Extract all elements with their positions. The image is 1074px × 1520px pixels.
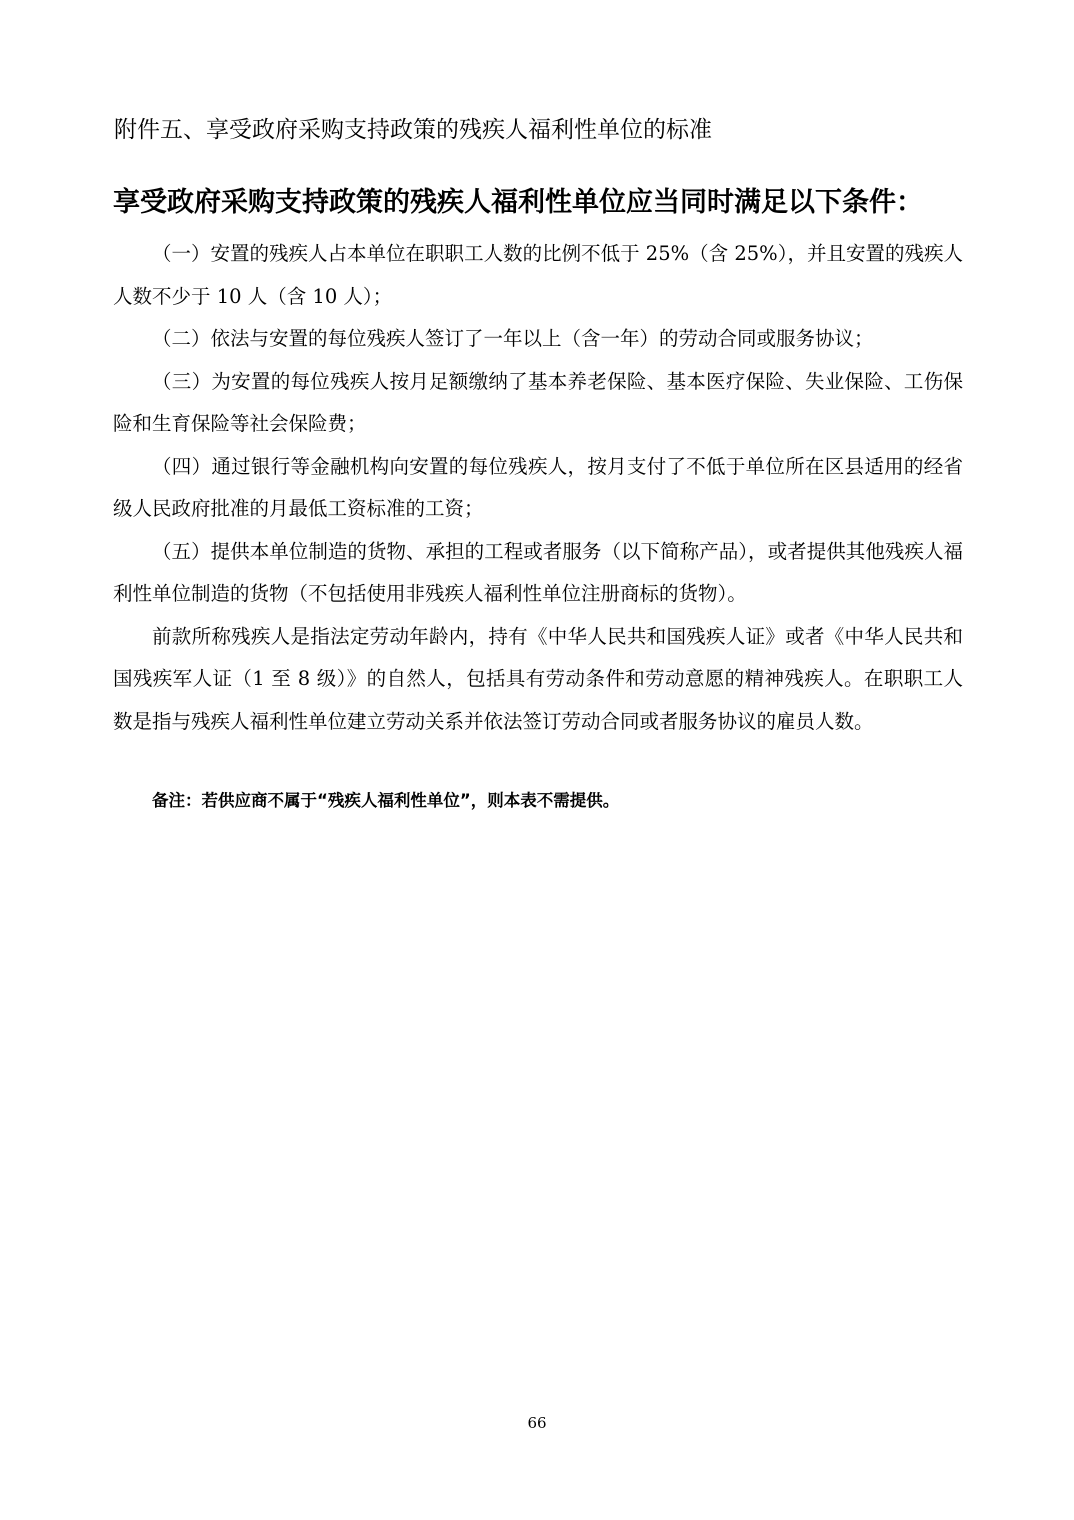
attachment-title: 附件五、享受政府采购支持政策的残疾人福利性单位的标准	[114, 117, 712, 143]
condition-paragraph-3: （三）为安置的每位残疾人按月足额缴纳了基本养老保险、基本医疗保险、失业保险、工伤保险和生育保险等社会保险费；	[113, 369, 963, 435]
condition-paragraph-4: （四）通过银行等金融机构向安置的每位残疾人，按月支付了不低于单位所在区县适用的经省级人民政府批准的月最低工资标准的工资；	[113, 454, 963, 520]
note-text: 备注：若供应商不属于“残疾人福利性单位”，则本表不需提供。	[152, 791, 620, 810]
condition-paragraph-5: （五）提供本单位制造的货物、承担的工程或者服务（以下简称产品），或者提供其他残疾人福利性单位制造的货物（不包括使用非残疾人福利性单位注册商标的货物）。	[113, 539, 963, 605]
body-text	[113, 233, 963, 743]
page-number: 66	[527, 1414, 547, 1432]
section-heading: 享受政府采购支持政策的残疾人福利性单位应当同时满足以下条件：	[113, 187, 923, 218]
condition-paragraph-1: （一）安置的残疾人占本单位在职职工人数的比例不低于 25%（含 25%），并且安置的残疾人人数不少于 10 人（含 10 人）；	[113, 242, 963, 308]
condition-paragraph-2: （二）依法与安置的每位残疾人签订了一年以上（含一年）的劳动合同或服务协议；	[152, 327, 874, 350]
definition-paragraph: 前款所称残疾人是指法定劳动年龄内，持有《中华人民共和国残疾人证》或者《中华人民共和国残疾军人证（1 至 8 级）》的自然人，包括具有劳动条件和劳动意愿的精神残疾人。在职职工人数是指与残疾人福利性单位建立劳动关系并依法签订劳动合同或者服务协议的雇员人数。	[113, 624, 963, 733]
